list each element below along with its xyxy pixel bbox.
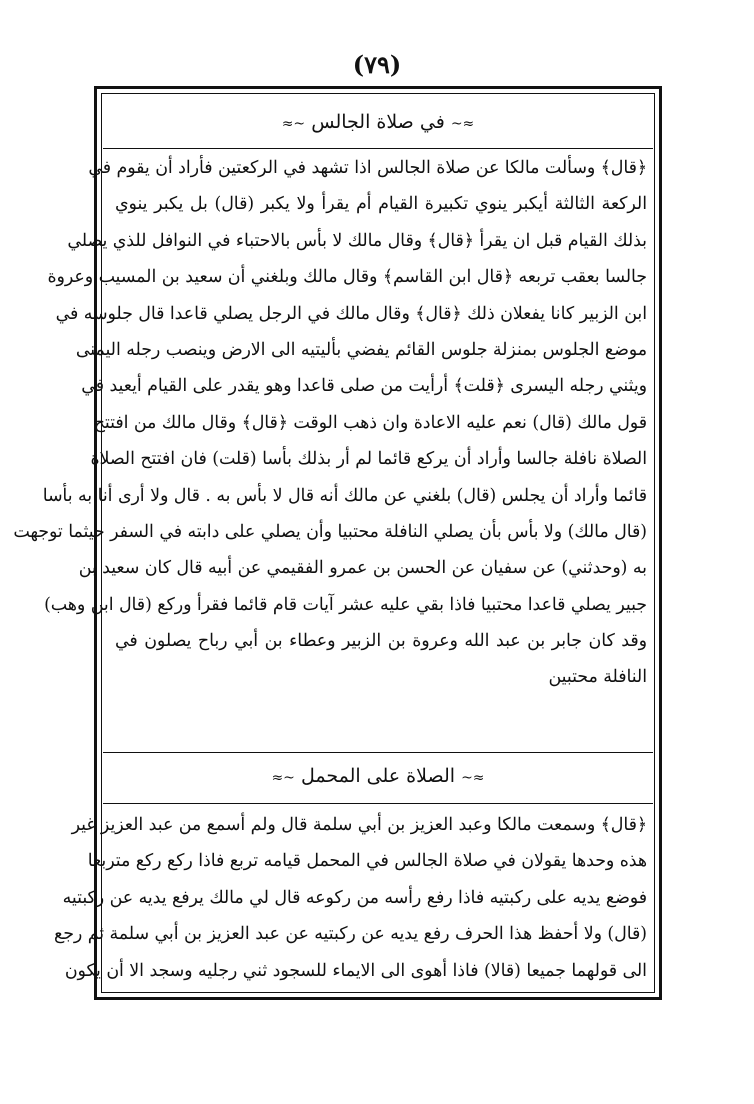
section-divider xyxy=(103,148,653,149)
section1-heading-text: في صلاة الجالس xyxy=(311,111,445,133)
text-line: ﴿قال﴾ وسمعت مالكا وعبد العزيز بن أبي سلمة قال ولم أسمع من عبد العزيز غير xyxy=(71,815,647,835)
page-frame xyxy=(13,86,662,1000)
text-line: موضع الجلوس بمنزلة جلوس القائم يفضي بأليتيه الى الارض وينصب رجله اليمنى xyxy=(75,339,647,360)
section2-heading-text: الصلاة على المحمل xyxy=(300,765,456,787)
page-number: (٧٩) xyxy=(352,50,402,79)
section-heading-litter-prayer xyxy=(97,765,659,787)
text-line: بذلك القيام قبل ان يقرأ ﴿قال﴾ وقال مالك لا بأس بالاحتباء في النوافل للذي يصلي xyxy=(67,230,647,251)
text-line: وقد كان جابر بن عبد الله وعروة بن الزبير وعطاء بن أبي رباح يصلون في xyxy=(115,631,647,652)
section-divider xyxy=(103,803,653,804)
text-line: هذه وحدها يقولان في صلاة الجالس في المحمل قيامه تربع فاذا ركع ركع متربعا xyxy=(87,851,647,872)
ornament-icon: ≈~ xyxy=(450,116,475,132)
ornament-icon: ≈~ xyxy=(461,770,485,786)
text-line: ويثني رجله اليسرى ﴿قلت﴾ أرأيت من صلى قاعدا وهو يقدر على القيام أيعيد في xyxy=(81,376,647,397)
section1-body xyxy=(13,150,647,696)
text-line: جبير يصلي قاعدا محتبيا فاذا بقي عليه عشر آيات قام قائما فقرأ وركع (قال ابن وهب) xyxy=(44,594,647,615)
text-line: الى قولهما جميعا (قالا) فاذا أهوى الى الايماء للسجود ثني رجليه وسجد الا أن يكون xyxy=(64,960,647,981)
text-line: الصلاة نافلة جالسا وأراد أن يركع قائما لم أر بذلك بأسا (قلت) فان افتتح الصلاة xyxy=(90,449,647,470)
section-divider xyxy=(103,752,653,753)
text-line: قول مالك (قال) نعم عليه الاعادة وان ذهب الوقت ﴿قال﴾ وقال مالك من افتتح xyxy=(93,412,647,433)
text-line: ابن الزبير كانا يفعلان ذلك ﴿قال﴾ وقال مالك في الرجل يصلي قاعدا قال جلوسه في xyxy=(55,303,647,324)
ornament-icon: ~≈ xyxy=(271,770,295,786)
text-line: (قال مالك) ولا بأس بأن يصلي النافلة محتبيا وأن يصلي على دابته في السفر حيثما توجهت xyxy=(13,521,647,542)
text-line: جالسا بعقب تربعه ﴿قال ابن القاسم﴾ وقال مالك وبلغني أن سعيد بن المسيب وعروة xyxy=(47,267,647,288)
ornament-icon: ~≈ xyxy=(281,116,306,132)
text-line: فوضع يديه على ركبتيه فاذا رفع رأسه من ركوعه قال لي مالك يرفع يديه عن ركبتيه xyxy=(62,887,647,908)
section-heading-seated-prayer xyxy=(97,111,659,133)
text-line: قائما وأراد أن يجلس (قال) بلغني عن مالك أنه قال لا بأس به . قال ولا أرى أنا به بأسا xyxy=(42,485,647,506)
text-line: به (وحدثني) عن سفيان عن الحسن بن عمرو الفقيمي عن أبيه قال كان سعيد بن xyxy=(78,558,647,579)
text-line: (قال) ولا أحفظ هذا الحرف رفع يديه عن ركبتيه عن عبد العزيز بن أبي سلمة ثم رجع xyxy=(54,924,647,945)
text-line: ﴿قال﴾ وسألت مالكا عن صلاة الجالس اذا تشهد في الركعتين فأراد أن يقوم في xyxy=(88,158,647,178)
text-line: الركعة الثالثة أيكبر ينوي تكبيرة القيام أم يقرأ ولا يكبر (قال) بل يكبر ينوي xyxy=(115,194,647,215)
text-line: النافلة محتبين xyxy=(548,667,647,688)
section2-body xyxy=(54,807,647,989)
